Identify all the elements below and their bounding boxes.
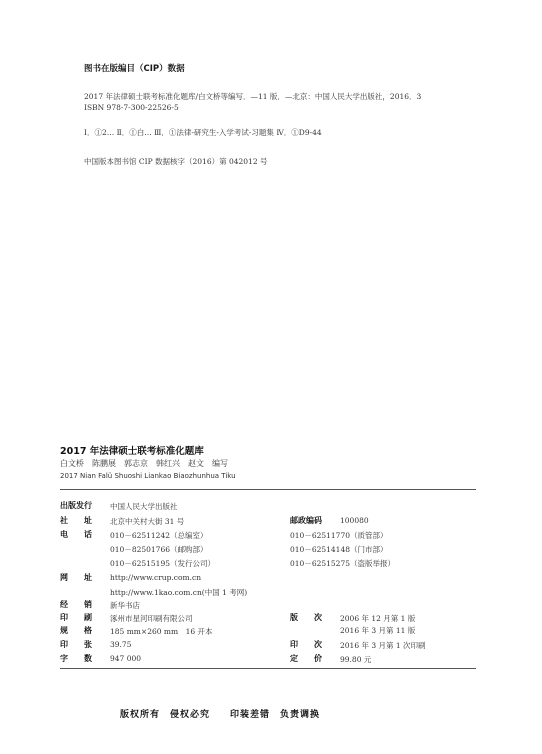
- printing-value: 2016 年 3 月第 1 次印刷: [340, 641, 426, 650]
- publisher-value: 中国人民大学出版社: [110, 502, 178, 511]
- printer-value: 涿州市星河印刷有限公司: [110, 614, 193, 623]
- price-label: 定 价: [290, 654, 322, 663]
- spec-value: 185 mm×260 mm 16 开本: [110, 627, 213, 636]
- edition-value: 2016 年 3 月第 11 版: [340, 626, 416, 635]
- edition-value: 2006 年 12 月第 1 版: [340, 614, 416, 623]
- publisher-label: 出版发行: [60, 501, 92, 510]
- distributor-label: 经 销: [60, 600, 92, 609]
- website-label: 网 址: [60, 573, 92, 582]
- cip-isbn: ISBN 978-7-300-22526-5: [84, 103, 179, 112]
- divider-bottom: [60, 668, 476, 669]
- distributor-value: 新华书店: [110, 601, 140, 610]
- price-value: 99.80 元: [340, 655, 372, 664]
- book-title: 2017 年法律硕士联考标准化题库: [60, 446, 204, 457]
- cip-classification: Ⅰ．①2… Ⅱ．①白… Ⅲ．①法律-研究生-入学考试-习题集 Ⅳ．①D9-44: [84, 128, 322, 137]
- postcode-label: 邮政编码: [290, 516, 322, 525]
- printer-label: 印 刷: [60, 613, 92, 622]
- phone-label: 电 话: [60, 530, 92, 539]
- sheets-label: 印 张: [60, 640, 92, 649]
- phone-value: 010－62511242（总编室）: [110, 531, 208, 540]
- cip-record-line: 2017 年法律硕士联考标准化题库/白文桥等编写．—11 版．—北京：中国人民大学出版社，2016．3: [84, 92, 422, 101]
- phone-value: 010－82501766（邮购部）: [110, 545, 208, 554]
- edition-label: 版 次: [290, 613, 322, 622]
- spec-label: 规 格: [60, 626, 92, 635]
- copyright-notice: 版权所有 侵权必究 印装差错 负责调换: [120, 710, 321, 720]
- website-link[interactable]: http://www.1kao.com.cn(中国 1 考网): [110, 588, 248, 597]
- address-label: 社 址: [60, 516, 92, 525]
- sheets-value: 39.75: [110, 640, 132, 649]
- cip-record-number: 中国版本图书馆 CIP 数据核字（2016）第 042012 号: [84, 157, 268, 166]
- printing-label: 印 次: [290, 640, 322, 649]
- address-value: 北京中关村大街 31 号: [110, 517, 185, 526]
- cip-heading: 图书在版编目（CIP）数据: [84, 64, 185, 74]
- phone-value: 010－62515195（发行公司）: [110, 559, 215, 568]
- word-count-label: 字 数: [60, 654, 92, 663]
- word-count-value: 947 000: [110, 654, 142, 663]
- phone-value: 010－62514148（门市部）: [290, 545, 388, 554]
- phone-value: 010－62511770（质管部）: [290, 531, 388, 540]
- postcode-value: 100080: [340, 516, 369, 525]
- divider-top: [60, 489, 476, 490]
- website-link[interactable]: http://www.crup.com.cn: [110, 573, 202, 582]
- book-authors: 白文桥 陈鹏展 郭志京 韩红兴 赵文 编写: [60, 459, 228, 468]
- phone-value: 010－62515275（盗版举报）: [290, 559, 395, 568]
- book-pinyin-title: 2017 Nian Falü Shuoshi Liankao Biaozhunhua Tiku: [60, 472, 236, 480]
